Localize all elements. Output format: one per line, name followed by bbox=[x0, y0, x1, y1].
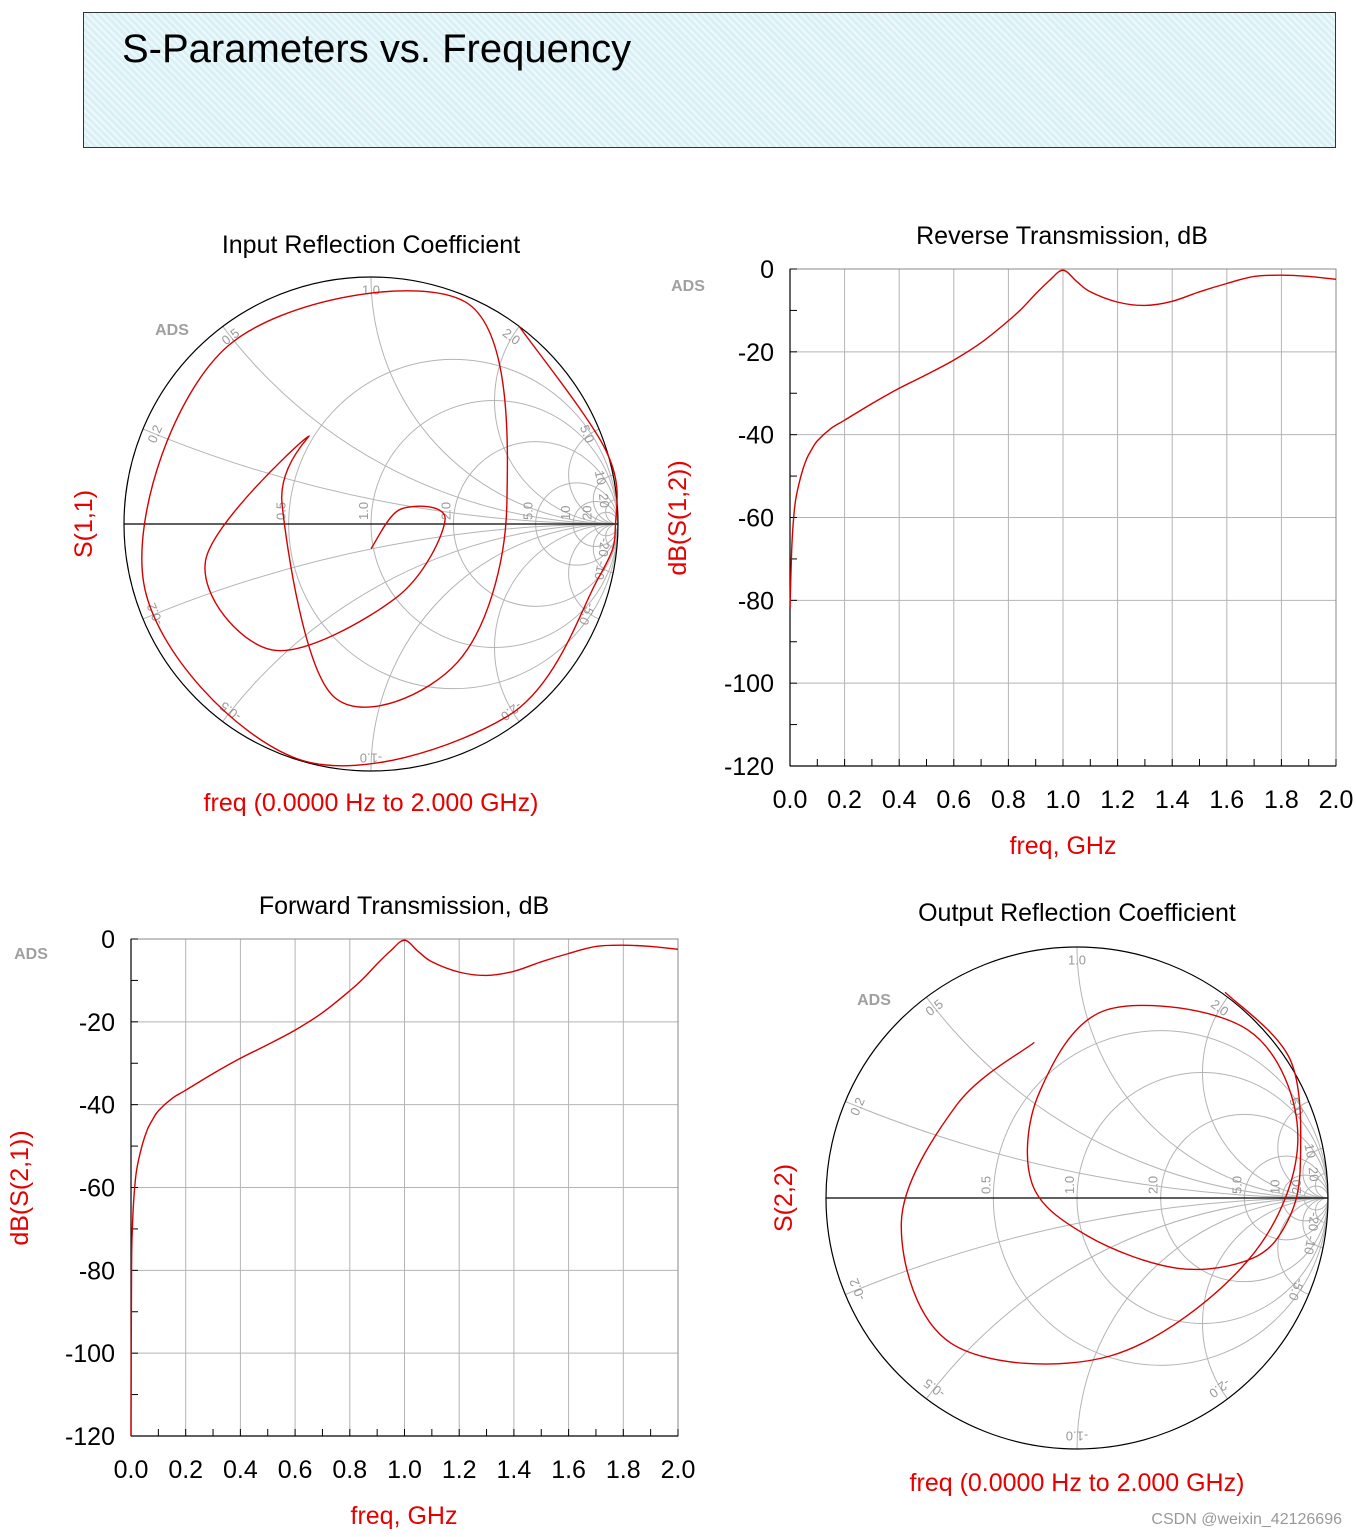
reactance-arc bbox=[1077, 696, 1356, 1198]
x-tick-label: 1.4 bbox=[1154, 786, 1190, 814]
reactance-label: -20 bbox=[1305, 1211, 1323, 1232]
x-tick-label: 1.2 bbox=[1100, 786, 1135, 814]
sweep-label: freq (0.0000 Hz to 2.000 GHz) bbox=[203, 789, 539, 817]
chart-title: Input Reflection Coefficient bbox=[221, 231, 521, 259]
resistance-label: 10 bbox=[1267, 1179, 1283, 1194]
x-tick-label: 0.2 bbox=[168, 1456, 204, 1484]
reactance-label: -5.0 bbox=[575, 600, 599, 628]
reactance-arc bbox=[0, 0, 1356, 524]
reactance-label: 2.0 bbox=[499, 325, 524, 349]
reactance-label: -0.2 bbox=[846, 1276, 869, 1303]
x-tick-label: 0.6 bbox=[277, 1456, 313, 1484]
ads-logo: ADS bbox=[857, 992, 891, 1009]
resistance-label: 5.0 bbox=[520, 501, 536, 520]
reverse-transmission-chart bbox=[664, 222, 1353, 860]
page-title: S-Parameters vs. Frequency bbox=[122, 27, 632, 71]
reactance-label: -1.0 bbox=[359, 750, 383, 766]
reactance-label: -10 bbox=[591, 559, 610, 582]
y-tick-label: 0 bbox=[101, 926, 115, 954]
x-tick-label: 2.0 bbox=[1318, 786, 1354, 814]
reactance-arc bbox=[124, 524, 1112, 1512]
resistance-label: 1.0 bbox=[356, 501, 371, 520]
reactance-label: 20 bbox=[1305, 1166, 1322, 1183]
reactance-label: -1.0 bbox=[1065, 1428, 1089, 1444]
resistance-label: 2.0 bbox=[438, 501, 454, 520]
x-tick-label: 0.0 bbox=[113, 1456, 149, 1484]
x-tick-label: 1.6 bbox=[1209, 786, 1245, 814]
trace-label: S(1,1) bbox=[70, 489, 98, 559]
y-tick-label: -80 bbox=[78, 1257, 115, 1286]
reactance-label: -2.0 bbox=[1206, 1375, 1234, 1402]
y-tick-label: -80 bbox=[737, 587, 774, 616]
reactance-label: 20 bbox=[595, 492, 613, 509]
reactance-arc bbox=[371, 30, 865, 524]
y-tick-label: 0 bbox=[760, 256, 774, 284]
trace-label: S(2,2) bbox=[770, 1163, 798, 1233]
reactance-label: 0.2 bbox=[144, 422, 166, 446]
x-tick-label: 0.8 bbox=[991, 786, 1026, 814]
x-tick-label: 0.0 bbox=[772, 786, 808, 814]
resistance-label: 2.0 bbox=[1145, 1175, 1161, 1194]
chart-title: Output Reflection Coefficient bbox=[918, 899, 1236, 927]
reactance-label: 2.0 bbox=[1208, 996, 1232, 1020]
chart-title: Forward Transmission, dB bbox=[258, 892, 550, 920]
x-tick-label: 2.0 bbox=[660, 1456, 696, 1484]
reactance-label: -20 bbox=[595, 537, 613, 558]
x-axis-label: freq, GHz bbox=[1009, 832, 1117, 860]
x-tick-label: 1.2 bbox=[441, 1456, 477, 1484]
x-tick-label: 0.6 bbox=[936, 786, 972, 814]
reactance-label: -2.0 bbox=[498, 698, 525, 725]
x-tick-label: 0.4 bbox=[881, 786, 917, 814]
resistance-label: 0.5 bbox=[273, 501, 289, 520]
reactance-label: 1.0 bbox=[361, 282, 381, 298]
x-axis-label: freq, GHz bbox=[350, 1502, 458, 1530]
y-tick-label: -100 bbox=[723, 670, 774, 699]
resistance-label: 10 bbox=[558, 505, 574, 520]
chart-title: Reverse Transmission, dB bbox=[916, 222, 1208, 250]
reactance-label: 10 bbox=[591, 469, 610, 487]
y-tick-label: -40 bbox=[737, 421, 774, 450]
y-axis-label: dB(S(1,2)) bbox=[664, 460, 692, 576]
reactance-label: -5.0 bbox=[1285, 1276, 1308, 1303]
y-axis-label: dB(S(2,1)) bbox=[6, 1130, 34, 1246]
x-tick-label: 1.0 bbox=[1045, 786, 1081, 814]
reactance-label: 0.5 bbox=[922, 996, 946, 1020]
sweep-label: freq (0.0000 Hz to 2.000 GHz) bbox=[909, 1469, 1245, 1497]
x-tick-label: 0.4 bbox=[223, 1456, 258, 1484]
reactance-label: 5.0 bbox=[1286, 1095, 1308, 1118]
reactance-label: -0.2 bbox=[143, 600, 167, 628]
x-tick-label: 1.4 bbox=[496, 1456, 532, 1484]
y-tick-label: -60 bbox=[78, 1174, 115, 1203]
resistance-label: 0.5 bbox=[978, 1175, 994, 1194]
reactance-arc bbox=[495, 277, 742, 524]
y-tick-label: -20 bbox=[78, 1008, 115, 1037]
reactance-label: -10 bbox=[1301, 1234, 1320, 1256]
resistance-label: 1.0 bbox=[1062, 1175, 1077, 1194]
y-tick-label: -120 bbox=[723, 753, 774, 781]
x-tick-label: 1.6 bbox=[551, 1456, 586, 1484]
ads-logo: ADS bbox=[14, 946, 48, 963]
reactance-arc bbox=[826, 194, 1356, 1198]
y-tick-label: -60 bbox=[737, 504, 774, 533]
y-tick-label: -100 bbox=[64, 1340, 115, 1369]
reactance-label: -0.5 bbox=[920, 1375, 948, 1402]
reactance-label: 0.2 bbox=[846, 1095, 868, 1118]
reactance-arc bbox=[73, 0, 1356, 1198]
x-tick-label: 0.2 bbox=[827, 786, 862, 814]
reactance-arc bbox=[124, 0, 1112, 524]
x-tick-label: 1.8 bbox=[1264, 786, 1299, 814]
ads-logo: ADS bbox=[671, 278, 705, 295]
y-tick-label: -40 bbox=[78, 1091, 115, 1120]
resistance-label: 20 bbox=[1289, 1179, 1305, 1194]
x-tick-label: 1.8 bbox=[605, 1456, 641, 1484]
reactance-arc bbox=[495, 524, 742, 771]
forward-transmission-chart bbox=[6, 892, 695, 1530]
reactance-label: -0.5 bbox=[217, 698, 244, 725]
reactance-label: 10 bbox=[1301, 1142, 1320, 1160]
y-tick-label: -20 bbox=[737, 338, 774, 367]
ads-logo: ADS bbox=[155, 322, 189, 339]
reactance-label: 0.5 bbox=[218, 325, 243, 349]
x-tick-label: 1.0 bbox=[387, 1456, 422, 1484]
x-tick-label: 0.8 bbox=[332, 1456, 368, 1484]
reactance-label: 1.0 bbox=[1067, 952, 1087, 968]
resistance-label: 5.0 bbox=[1229, 1175, 1245, 1194]
reactance-label: 5.0 bbox=[576, 422, 598, 446]
y-tick-label: -120 bbox=[64, 1423, 115, 1451]
resistance-label: 20 bbox=[579, 505, 595, 520]
watermark: CSDN @weixin_42126696 bbox=[1151, 1511, 1342, 1528]
trace-line bbox=[142, 291, 617, 766]
